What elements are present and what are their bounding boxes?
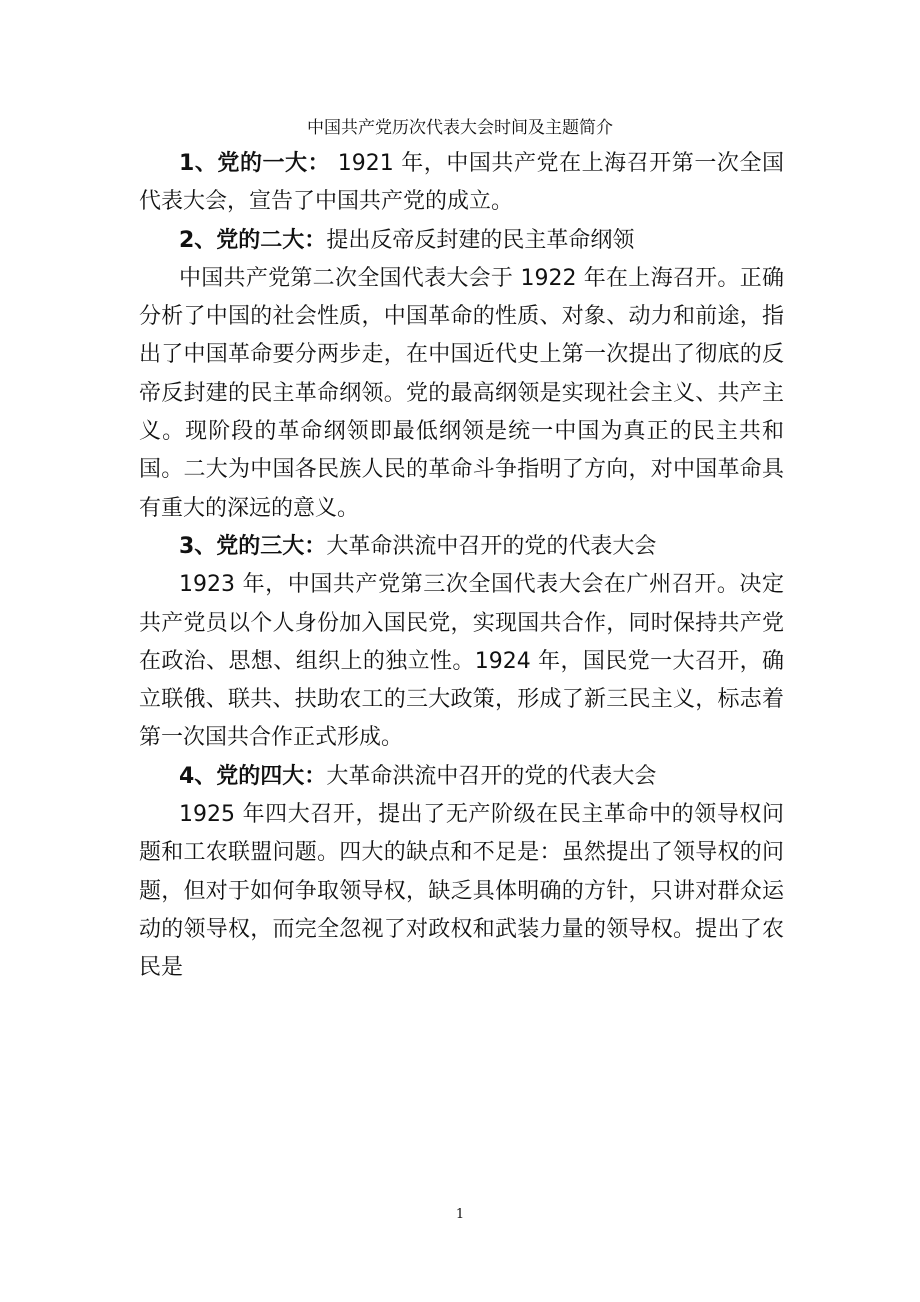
document-title: 中国共产党历次代表大会时间及主题简介: [307, 118, 613, 138]
section-4-heading: [139, 758, 784, 796]
section-3-prefix: 3、党的三大：: [179, 533, 327, 559]
section-4-body: 1925 年四大召开，提出了无产阶级在民主革命中的领导权问题和工农联盟问题。四大的缺点和不足是：虽然提出了领导权的问题，但对于如何争取领导权，缺乏具体明确的方针，只讲对群众运动的领导权，而完全忽视了对政权和武装力量的领导权。提出了农民是: [139, 802, 784, 981]
section-3-body: 1923 年，中国共产党第三次全国代表大会在广州召开。决定共产党员以个人身份加入国民党，实现国共合作，同时保持共产党在政治、思想、组织上的独立性。1924 年，国民党一大召开，确立联俄、联共、扶助农工的三大政策，形成了新三民主义，标志着第一次国共合作正式形成。: [139, 572, 784, 751]
section-3-heading: [139, 528, 784, 566]
section-1-heading-text: 1921 年，中国共产党在上海召开第一次全国代表大会，宣告了中国共产党的成立。: [139, 151, 784, 215]
section-4-heading-text: 大革命洪流中召开的党的代表大会: [326, 763, 657, 789]
section-1-heading: [139, 145, 784, 222]
section-2-heading-text: 提出反帝反封建的民主革命纲领: [326, 227, 635, 253]
document-body: [139, 145, 784, 988]
section-2-body: 中国共产党第二次全国代表大会于 1922 年在上海召开。正确分析了中国的社会性质，中国革命的性质、对象、动力和前途，指出了中国革命要分两步走，在中国近代史上第一次提出了彻底的反帝反封建的民主革命纲领。党的最高纲领是实现社会主义、共产主义。现阶段的革命纲领即最低纲领是统一中国为真正的民主共和国。二大为中国各民族人民的革命斗争指明了方向，对中国革命具有重大的深远的意义。: [139, 265, 784, 521]
section-1-prefix: 1、党的一大：: [179, 151, 331, 176]
section-4-prefix: 4、党的四大：: [179, 763, 327, 789]
section-3-heading-text: 大革命洪流中召开的党的代表大会: [326, 533, 657, 559]
section-2-heading: [139, 222, 784, 260]
section-2-prefix: 2、党的二大：: [179, 227, 327, 253]
page-number: 1: [455, 1207, 465, 1222]
